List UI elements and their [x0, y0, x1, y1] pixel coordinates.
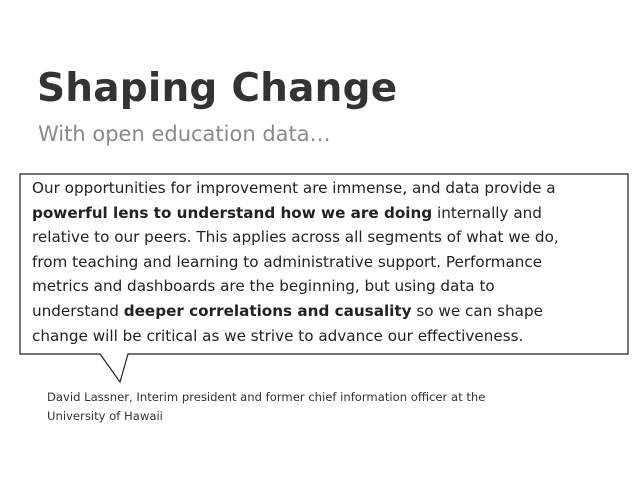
quote-segment: metrics and dashboards are the beginning, but using data to — [32, 277, 495, 296]
slide-subtitle: With open education data… — [38, 122, 331, 146]
quote-text — [32, 176, 622, 348]
quote-line — [32, 324, 622, 349]
quote-segment: change will be critical as we strive to advance our effectiveness. — [32, 326, 524, 345]
quote-line — [32, 201, 622, 226]
quote-segment: understand — [32, 301, 124, 320]
quote-emphasis: deeper correlations and causality — [123, 301, 412, 320]
quote-segment: so we can shape — [411, 301, 543, 320]
quote-segment: from teaching and learning to administrative support. Performance — [32, 252, 543, 271]
attribution-text — [47, 388, 587, 426]
quote-line — [32, 250, 622, 275]
quote-line — [32, 274, 622, 299]
quote-segment: internally and — [432, 203, 542, 222]
slide-title: Shaping Change — [37, 66, 398, 111]
quote-line — [32, 176, 622, 201]
quote-emphasis: powerful lens to understand how we are doing — [32, 203, 433, 222]
quote-line — [32, 299, 622, 324]
quote-segment: relative to our peers. This applies across all segments of what we do, — [32, 228, 559, 247]
attribution-line: University of Hawaii — [47, 409, 163, 423]
quote-segment: Our opportunities for improvement are immense, and data provide a — [32, 179, 556, 197]
attribution-line: David Lassner, Interim president and former chief information officer at the — [47, 390, 486, 404]
quote-line — [32, 225, 622, 250]
